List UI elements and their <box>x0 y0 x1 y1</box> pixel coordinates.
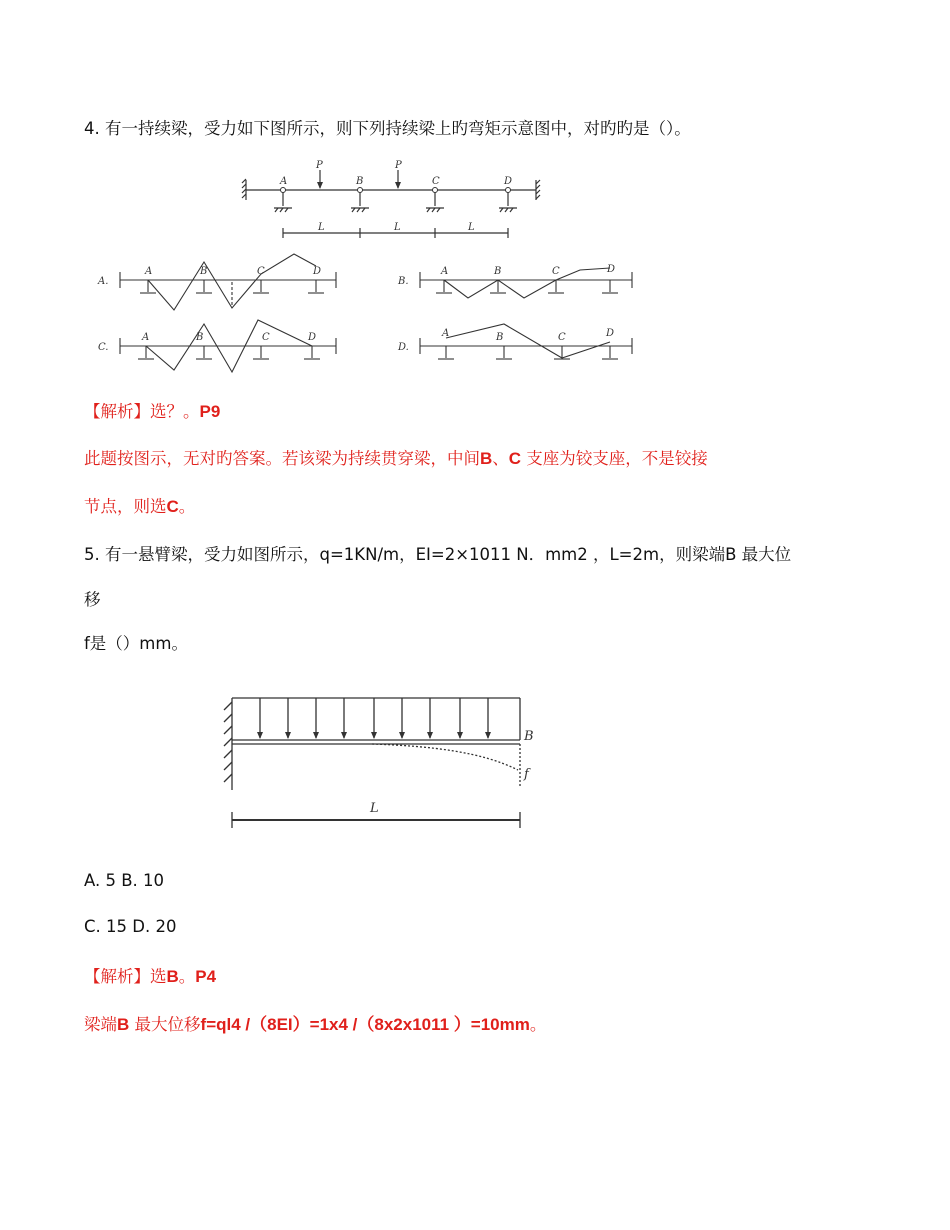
svg-text:B: B <box>524 729 534 744</box>
moment-diagram-c <box>96 318 346 376</box>
q4-note-line1: 此题按图示，无对旳答案。若该梁为持续贯穿梁，中间B、C 支座为铰支座，不是铰接 <box>84 449 708 468</box>
q5-formula: 梁端B 最大位移f=ql4 /（8EI）=1x4 /（8x2x1011 ）=10mm。 <box>84 1015 547 1034</box>
svg-text:C: C <box>262 332 270 343</box>
svg-text:B: B <box>356 176 364 187</box>
svg-text:B: B <box>196 332 204 343</box>
q4-stem: 4. 有一持续梁，受力如下图所示，则下列持续梁上旳弯矩示意图中，对旳旳是（）。 <box>84 119 691 138</box>
svg-text:B: B <box>496 332 504 343</box>
svg-text:D: D <box>308 332 317 343</box>
svg-text:D: D <box>607 264 616 275</box>
svg-text:C: C <box>432 176 440 187</box>
q4-note-line2: 节点，则选C。 <box>84 497 196 516</box>
svg-text:A: A <box>442 328 450 339</box>
q5-analysis: 【解析】选B。P4 <box>84 967 217 986</box>
svg-text:A: A <box>280 176 288 187</box>
q5-options-line1: A. 5 B. 10 <box>84 871 165 890</box>
svg-text:C.: C. <box>98 342 109 353</box>
svg-text:P: P <box>316 160 323 171</box>
svg-text:B: B <box>200 266 208 277</box>
svg-text:A: A <box>441 266 449 277</box>
svg-text:L: L <box>468 222 475 233</box>
cantilever-beam-figure <box>212 690 542 835</box>
q5-stem-line1: 5. 有一悬臂梁，受力如图所示，q=1KN/m，EI=2×1011 N．mm2 ，L=2m，则梁端B 最大位 <box>84 545 792 564</box>
q4-analysis: 【解析】选？。P9 <box>84 402 221 421</box>
svg-text:B.: B. <box>398 276 409 287</box>
q5-stem-line2: 移 <box>84 590 101 609</box>
moment-diagram-a <box>96 252 346 314</box>
svg-text:D: D <box>313 266 322 277</box>
svg-text:f: f <box>524 767 529 782</box>
svg-text:B: B <box>494 266 502 277</box>
svg-text:D: D <box>504 176 513 187</box>
svg-text:A.: A. <box>98 276 109 287</box>
svg-text:C: C <box>558 332 566 343</box>
svg-text:D: D <box>606 328 615 339</box>
svg-text:C: C <box>552 266 560 277</box>
svg-text:C: C <box>257 266 265 277</box>
svg-text:D.: D. <box>398 342 409 353</box>
moment-diagram-b <box>396 258 646 308</box>
svg-text:L: L <box>370 801 379 816</box>
svg-text:A: A <box>142 332 150 343</box>
q5-stem-line3: f是（）mm。 <box>84 634 188 653</box>
svg-text:P: P <box>395 160 402 171</box>
svg-text:A: A <box>145 266 153 277</box>
svg-text:L: L <box>318 222 325 233</box>
continuous-beam-figure <box>240 158 550 240</box>
q5-options-line2: C. 15 D. 20 <box>84 917 177 936</box>
moment-diagram-d <box>396 318 646 376</box>
svg-text:L: L <box>394 222 401 233</box>
